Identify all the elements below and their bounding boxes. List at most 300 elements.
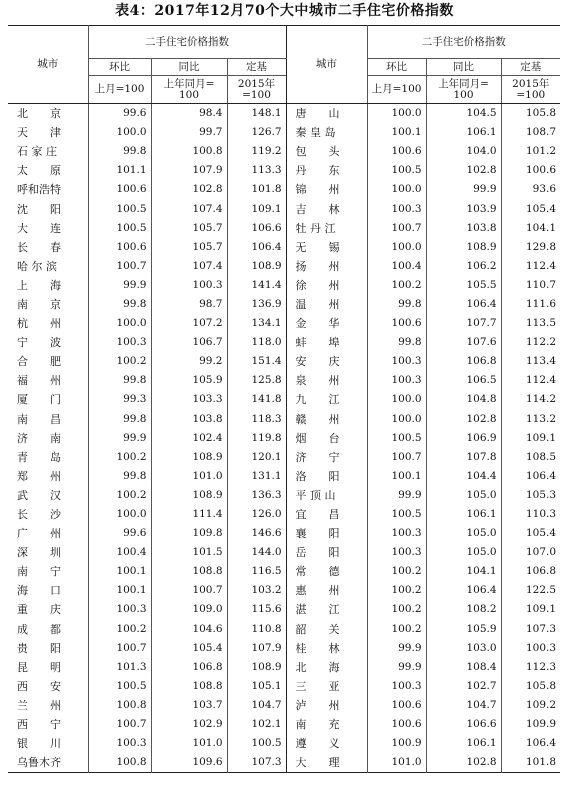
table-row — [8, 543, 560, 562]
table-row — [8, 180, 560, 199]
city-left-cell: 西 安 — [17, 679, 61, 693]
base-header-dj: 2015年 =100 — [501, 76, 560, 104]
table-row — [8, 524, 560, 543]
yoy-right-cell: 104.0 — [426, 142, 501, 161]
base-right-cell: 108.5 — [501, 448, 560, 467]
mom-right-cell: 100.6 — [367, 696, 426, 715]
yoy-right-cell: 105.0 — [426, 486, 501, 505]
table-row — [8, 505, 560, 524]
table-row — [8, 581, 560, 600]
col-header-dj: 定基 — [501, 59, 560, 76]
mom-left-cell: 101.1 — [88, 161, 151, 180]
mom-left-cell: 100.2 — [88, 620, 151, 639]
base-right-cell: 105.4 — [501, 524, 560, 543]
base-right-cell: 106.8 — [501, 562, 560, 581]
city-left-cell: 广 州 — [17, 527, 61, 541]
base-right-cell: 109.2 — [501, 696, 560, 715]
base-left-cell: 108.9 — [227, 658, 286, 677]
yoy-right-cell: 102.7 — [426, 677, 501, 696]
mom-left-cell: 100.2 — [88, 352, 151, 371]
yoy-right-cell: 102.8 — [426, 753, 501, 773]
base-left-cell: 146.6 — [227, 524, 286, 543]
base-left-cell: 131.1 — [227, 467, 286, 486]
base-right-cell: 112.4 — [501, 257, 560, 276]
base-left-cell: 104.7 — [227, 696, 286, 715]
yoy-left-cell: 101.0 — [151, 467, 227, 486]
price-index-table — [8, 25, 560, 773]
city-left-cell: 南 京 — [17, 297, 61, 311]
mom-right-cell: 100.2 — [367, 620, 426, 639]
city-left-cell: 西 宁 — [17, 718, 61, 732]
base-right-cell: 112.2 — [501, 333, 560, 352]
yoy-left-cell: 105.7 — [151, 238, 227, 257]
col-header-tb: 同比 — [151, 59, 227, 76]
yoy-right-cell: 104.8 — [426, 390, 501, 409]
city-header-right: 城市 — [286, 26, 367, 104]
mom-left-cell: 100.6 — [88, 180, 151, 199]
base-left-cell: 144.0 — [227, 543, 286, 562]
city-right-cell: 大 理 — [286, 753, 367, 773]
city-right-cell: 平 顶 山 — [286, 486, 367, 505]
col-header-dj: 定基 — [227, 59, 286, 76]
yoy-right-cell: 99.9 — [426, 180, 501, 199]
yoy-left-cell: 101.0 — [151, 734, 227, 753]
base-right-cell: 129.8 — [501, 238, 560, 257]
base-left-cell: 101.8 — [227, 180, 286, 199]
mom-left-cell: 99.8 — [88, 142, 151, 161]
city-right-cell: 惠 州 — [286, 581, 367, 600]
table-row — [8, 142, 560, 161]
mom-right-cell: 100.7 — [367, 219, 426, 238]
mom-left-cell: 99.8 — [88, 467, 151, 486]
base-right-cell: 109.1 — [501, 600, 560, 619]
base-right-cell: 100.3 — [501, 639, 560, 658]
base-left-cell: 148.1 — [227, 104, 286, 124]
table-row — [8, 562, 560, 581]
col-header-tb: 同比 — [426, 59, 501, 76]
yoy-right-cell: 104.4 — [426, 467, 501, 486]
city-left-cell: 昆 明 — [17, 660, 61, 674]
base-left-cell: 126.7 — [227, 123, 286, 142]
city-right-cell: 桂 林 — [286, 639, 367, 658]
table-row — [8, 257, 560, 276]
mom-right-cell: 99.9 — [367, 486, 426, 505]
mom-right-cell: 100.1 — [367, 467, 426, 486]
city-left-cell: 贵 阳 — [17, 641, 61, 655]
yoy-right-cell: 103.8 — [426, 219, 501, 238]
mom-right-cell: 100.2 — [367, 581, 426, 600]
yoy-left-cell: 111.4 — [151, 505, 227, 524]
mom-right-cell: 100.4 — [367, 257, 426, 276]
yoy-left-cell: 98.4 — [151, 104, 227, 124]
table-row — [8, 238, 560, 257]
mom-left-cell: 100.7 — [88, 639, 151, 658]
base-header-tb: 上年同月= 100 — [151, 76, 227, 104]
yoy-left-cell: 108.8 — [151, 562, 227, 581]
city-left-cell: 大 连 — [17, 221, 61, 235]
yoy-left-cell: 105.7 — [151, 219, 227, 238]
base-left-cell: 118.3 — [227, 410, 286, 429]
city-right-cell: 常 德 — [286, 562, 367, 581]
city-right-cell: 无 锡 — [286, 238, 367, 257]
yoy-right-cell: 106.8 — [426, 352, 501, 371]
city-right-cell: 岳 阳 — [286, 543, 367, 562]
city-right-cell: 温 州 — [286, 295, 367, 314]
col-header-hb: 环比 — [88, 59, 151, 76]
yoy-left-cell: 108.8 — [151, 677, 227, 696]
city-left-cell: 呼和浩特 — [17, 183, 61, 197]
mom-left-cell: 100.4 — [88, 543, 151, 562]
city-right-cell: 泉 州 — [286, 371, 367, 390]
city-right-cell: 襄 阳 — [286, 524, 367, 543]
city-right-cell: 湛 江 — [286, 600, 367, 619]
mom-left-cell: 99.8 — [88, 295, 151, 314]
mom-right-cell: 100.6 — [367, 715, 426, 734]
mom-left-cell: 100.1 — [88, 562, 151, 581]
mom-right-cell: 100.7 — [367, 448, 426, 467]
city-right-cell: 遵 义 — [286, 734, 367, 753]
base-left-cell: 102.1 — [227, 715, 286, 734]
yoy-left-cell: 101.5 — [151, 543, 227, 562]
base-right-cell: 105.8 — [501, 104, 560, 124]
city-left-cell: 长 春 — [17, 240, 61, 254]
mom-right-cell: 100.0 — [367, 410, 426, 429]
city-left-cell: 北 京 — [17, 107, 61, 121]
table-row — [8, 600, 560, 619]
base-left-cell: 107.9 — [227, 639, 286, 658]
city-right-cell: 锦 州 — [286, 180, 367, 199]
base-right-cell: 110.3 — [501, 505, 560, 524]
base-right-cell: 109.1 — [501, 429, 560, 448]
yoy-left-cell: 107.9 — [151, 161, 227, 180]
base-right-cell: 93.6 — [501, 180, 560, 199]
city-left-cell: 杭 州 — [17, 317, 61, 331]
city-right-cell: 扬 州 — [286, 257, 367, 276]
city-left-cell: 重 庆 — [17, 603, 61, 617]
mom-right-cell: 100.3 — [367, 199, 426, 218]
base-header-tb: 上年同月= 100 — [426, 76, 501, 104]
yoy-left-cell: 103.3 — [151, 390, 227, 409]
city-left-cell: 太 原 — [17, 164, 61, 178]
base-left-cell: 107.3 — [227, 753, 286, 773]
yoy-left-cell: 105.4 — [151, 639, 227, 658]
mom-right-cell: 100.0 — [367, 104, 426, 124]
base-left-cell: 106.4 — [227, 238, 286, 257]
base-right-cell: 113.2 — [501, 410, 560, 429]
mom-left-cell: 100.6 — [88, 238, 151, 257]
city-right-cell: 吉 林 — [286, 199, 367, 218]
mom-left-cell: 99.9 — [88, 276, 151, 295]
yoy-left-cell: 103.8 — [151, 410, 227, 429]
table-row — [8, 390, 560, 409]
base-right-cell: 111.6 — [501, 295, 560, 314]
base-left-cell: 134.1 — [227, 314, 286, 333]
yoy-left-cell: 107.4 — [151, 199, 227, 218]
yoy-right-cell: 103.0 — [426, 639, 501, 658]
yoy-left-cell: 100.3 — [151, 276, 227, 295]
table-row — [8, 371, 560, 390]
yoy-right-cell: 105.0 — [426, 543, 501, 562]
base-left-cell: 120.1 — [227, 448, 286, 467]
base-left-cell: 136.9 — [227, 295, 286, 314]
base-right-cell: 101.2 — [501, 142, 560, 161]
yoy-right-cell: 106.5 — [426, 371, 501, 390]
city-left-cell: 武 汉 — [17, 488, 61, 502]
yoy-right-cell: 102.8 — [426, 161, 501, 180]
yoy-right-cell: 106.1 — [426, 734, 501, 753]
mom-left-cell: 100.8 — [88, 696, 151, 715]
base-right-cell: 114.2 — [501, 390, 560, 409]
yoy-right-cell: 106.2 — [426, 257, 501, 276]
city-left-cell: 郑 州 — [17, 469, 61, 483]
base-right-cell: 113.4 — [501, 352, 560, 371]
yoy-right-cell: 105.5 — [426, 276, 501, 295]
city-right-cell: 丹 东 — [286, 161, 367, 180]
city-left-cell: 深 圳 — [17, 546, 61, 560]
mom-right-cell: 100.0 — [367, 180, 426, 199]
table-title: 表4：2017年12月70个大中城市二手住宅价格指数 — [115, 3, 454, 19]
base-right-cell: 108.7 — [501, 123, 560, 142]
table-row — [8, 486, 560, 505]
mom-left-cell: 99.3 — [88, 390, 151, 409]
base-right-cell: 112.4 — [501, 371, 560, 390]
city-right-cell: 牡 丹 江 — [286, 219, 367, 238]
mom-right-cell: 100.5 — [367, 429, 426, 448]
mom-right-cell: 100.3 — [367, 677, 426, 696]
city-right-cell: 赣 州 — [286, 410, 367, 429]
city-right-cell: 包 头 — [286, 142, 367, 161]
yoy-right-cell: 103.9 — [426, 199, 501, 218]
table-row — [8, 696, 560, 715]
mom-right-cell: 100.3 — [367, 352, 426, 371]
base-left-cell: 136.3 — [227, 486, 286, 505]
table-row — [8, 639, 560, 658]
city-left-cell: 上 海 — [17, 278, 61, 292]
mom-right-cell: 100.6 — [367, 314, 426, 333]
yoy-right-cell: 104.1 — [426, 562, 501, 581]
group-header-right: 二手住宅价格指数 — [367, 26, 560, 59]
base-left-cell: 141.4 — [227, 276, 286, 295]
table-row — [8, 734, 560, 753]
city-left-cell: 成 都 — [17, 622, 61, 636]
table-row — [8, 219, 560, 238]
yoy-right-cell: 107.6 — [426, 333, 501, 352]
table-row — [8, 276, 560, 295]
mom-left-cell: 99.9 — [88, 429, 151, 448]
city-left-cell: 银 川 — [17, 737, 61, 751]
yoy-right-cell: 106.1 — [426, 123, 501, 142]
mom-left-cell: 99.6 — [88, 524, 151, 543]
city-left-cell: 福 州 — [17, 374, 61, 388]
city-right-cell: 济 宁 — [286, 448, 367, 467]
yoy-left-cell: 100.7 — [151, 581, 227, 600]
yoy-left-cell: 99.2 — [151, 352, 227, 371]
base-left-cell: 109.1 — [227, 199, 286, 218]
base-right-cell: 122.5 — [501, 581, 560, 600]
base-right-cell: 112.3 — [501, 658, 560, 677]
city-left-cell: 合 肥 — [17, 355, 61, 369]
yoy-right-cell: 108.2 — [426, 600, 501, 619]
table-row — [8, 333, 560, 352]
base-left-cell: 106.6 — [227, 219, 286, 238]
table-header — [8, 26, 560, 104]
yoy-left-cell: 100.8 — [151, 142, 227, 161]
yoy-right-cell: 107.7 — [426, 314, 501, 333]
base-right-cell: 106.4 — [501, 734, 560, 753]
yoy-right-cell: 106.4 — [426, 295, 501, 314]
mom-right-cell: 100.0 — [367, 390, 426, 409]
yoy-left-cell: 108.9 — [151, 486, 227, 505]
city-left-cell: 南 昌 — [17, 412, 61, 426]
mom-right-cell: 99.8 — [367, 295, 426, 314]
base-right-cell: 109.9 — [501, 715, 560, 734]
city-right-cell: 北 海 — [286, 658, 367, 677]
city-left-cell: 兰 州 — [17, 698, 61, 712]
table-row — [8, 314, 560, 333]
city-right-cell: 洛 阳 — [286, 467, 367, 486]
mom-right-cell: 100.1 — [367, 123, 426, 142]
base-right-cell: 110.7 — [501, 276, 560, 295]
base-left-cell: 116.5 — [227, 562, 286, 581]
city-right-cell: 韶 关 — [286, 620, 367, 639]
mom-right-cell: 100.3 — [367, 543, 426, 562]
mom-left-cell: 100.5 — [88, 219, 151, 238]
mom-right-cell: 99.9 — [367, 658, 426, 677]
yoy-left-cell: 99.7 — [151, 123, 227, 142]
yoy-left-cell: 102.8 — [151, 180, 227, 199]
city-right-cell: 徐 州 — [286, 276, 367, 295]
mom-left-cell: 100.2 — [88, 486, 151, 505]
table-row — [8, 123, 560, 142]
table-row — [8, 467, 560, 486]
yoy-left-cell: 106.7 — [151, 333, 227, 352]
city-right-cell: 九 江 — [286, 390, 367, 409]
city-left-cell: 南 宁 — [17, 565, 61, 579]
mom-left-cell: 100.0 — [88, 314, 151, 333]
yoy-left-cell: 106.8 — [151, 658, 227, 677]
yoy-left-cell: 107.4 — [151, 257, 227, 276]
yoy-left-cell: 102.9 — [151, 715, 227, 734]
base-left-cell: 126.0 — [227, 505, 286, 524]
table-row — [8, 658, 560, 677]
base-left-cell: 108.9 — [227, 257, 286, 276]
mom-left-cell: 100.3 — [88, 333, 151, 352]
city-left-cell: 石 家 庄 — [17, 145, 57, 159]
yoy-left-cell: 108.9 — [151, 448, 227, 467]
base-left-cell: 118.0 — [227, 333, 286, 352]
mom-left-cell: 100.7 — [88, 257, 151, 276]
mom-left-cell: 99.8 — [88, 371, 151, 390]
city-left-cell: 青 岛 — [17, 450, 61, 464]
city-right-cell: 烟 台 — [286, 429, 367, 448]
mom-left-cell: 100.1 — [88, 581, 151, 600]
city-right-cell: 南 充 — [286, 715, 367, 734]
yoy-right-cell: 104.7 — [426, 696, 501, 715]
table-row — [8, 677, 560, 696]
mom-left-cell: 100.5 — [88, 199, 151, 218]
table-body — [8, 104, 560, 773]
mom-left-cell: 100.7 — [88, 715, 151, 734]
mom-left-cell: 101.3 — [88, 658, 151, 677]
mom-right-cell: 100.5 — [367, 505, 426, 524]
mom-left-cell: 100.2 — [88, 448, 151, 467]
base-right-cell: 113.5 — [501, 314, 560, 333]
mom-right-cell: 100.3 — [367, 524, 426, 543]
mom-right-cell: 99.8 — [367, 333, 426, 352]
col-header-hb: 环比 — [367, 59, 426, 76]
table-row — [8, 352, 560, 371]
base-left-cell: 100.5 — [227, 734, 286, 753]
city-right-cell: 宜 昌 — [286, 505, 367, 524]
mom-right-cell: 100.2 — [367, 562, 426, 581]
yoy-left-cell: 102.4 — [151, 429, 227, 448]
city-left-cell: 海 口 — [17, 584, 61, 598]
city-left-cell: 哈 尔 滨 — [17, 259, 57, 273]
yoy-right-cell: 106.6 — [426, 715, 501, 734]
yoy-right-cell: 106.1 — [426, 505, 501, 524]
yoy-left-cell: 98.7 — [151, 295, 227, 314]
city-right-cell: 三 亚 — [286, 677, 367, 696]
base-right-cell: 104.1 — [501, 219, 560, 238]
mom-right-cell: 101.0 — [367, 753, 426, 773]
city-right-cell: 秦 皇 岛 — [286, 123, 367, 142]
base-left-cell: 151.4 — [227, 352, 286, 371]
table-row — [8, 448, 560, 467]
mom-left-cell: 100.3 — [88, 734, 151, 753]
yoy-right-cell: 105.9 — [426, 620, 501, 639]
base-left-cell: 113.3 — [227, 161, 286, 180]
table-row — [8, 410, 560, 429]
city-left-cell: 长 沙 — [17, 508, 61, 522]
base-left-cell: 103.2 — [227, 581, 286, 600]
group-header-left: 二手住宅价格指数 — [88, 26, 286, 59]
yoy-right-cell: 105.0 — [426, 524, 501, 543]
city-left-cell: 乌鲁木齐 — [17, 756, 61, 770]
table-row — [8, 199, 560, 218]
table-row — [8, 104, 560, 124]
base-right-cell: 107.0 — [501, 543, 560, 562]
yoy-left-cell: 103.7 — [151, 696, 227, 715]
base-left-cell: 141.8 — [227, 390, 286, 409]
table-row — [8, 429, 560, 448]
mom-right-cell: 100.2 — [367, 276, 426, 295]
city-right-cell: 泸 州 — [286, 696, 367, 715]
base-header-dj: 2015年 =100 — [227, 76, 286, 104]
yoy-right-cell: 104.5 — [426, 104, 501, 124]
mom-right-cell: 100.3 — [367, 371, 426, 390]
mom-left-cell: 100.0 — [88, 123, 151, 142]
base-left-cell: 119.2 — [227, 142, 286, 161]
city-right-cell: 金 华 — [286, 314, 367, 333]
mom-right-cell: 100.5 — [367, 161, 426, 180]
mom-left-cell: 100.0 — [88, 505, 151, 524]
mom-right-cell: 100.6 — [367, 142, 426, 161]
base-right-cell: 101.8 — [501, 753, 560, 773]
base-header-hb: 上月=100 — [88, 76, 151, 104]
base-header-hb: 上月=100 — [367, 76, 426, 104]
mom-left-cell: 99.8 — [88, 410, 151, 429]
yoy-left-cell: 105.9 — [151, 371, 227, 390]
yoy-right-cell: 106.9 — [426, 429, 501, 448]
base-left-cell: 115.6 — [227, 600, 286, 619]
yoy-left-cell: 109.8 — [151, 524, 227, 543]
mom-left-cell: 100.3 — [88, 600, 151, 619]
mom-right-cell: 100.0 — [367, 238, 426, 257]
yoy-left-cell: 107.2 — [151, 314, 227, 333]
base-left-cell: 125.8 — [227, 371, 286, 390]
base-right-cell: 100.6 — [501, 161, 560, 180]
table-row — [8, 715, 560, 734]
